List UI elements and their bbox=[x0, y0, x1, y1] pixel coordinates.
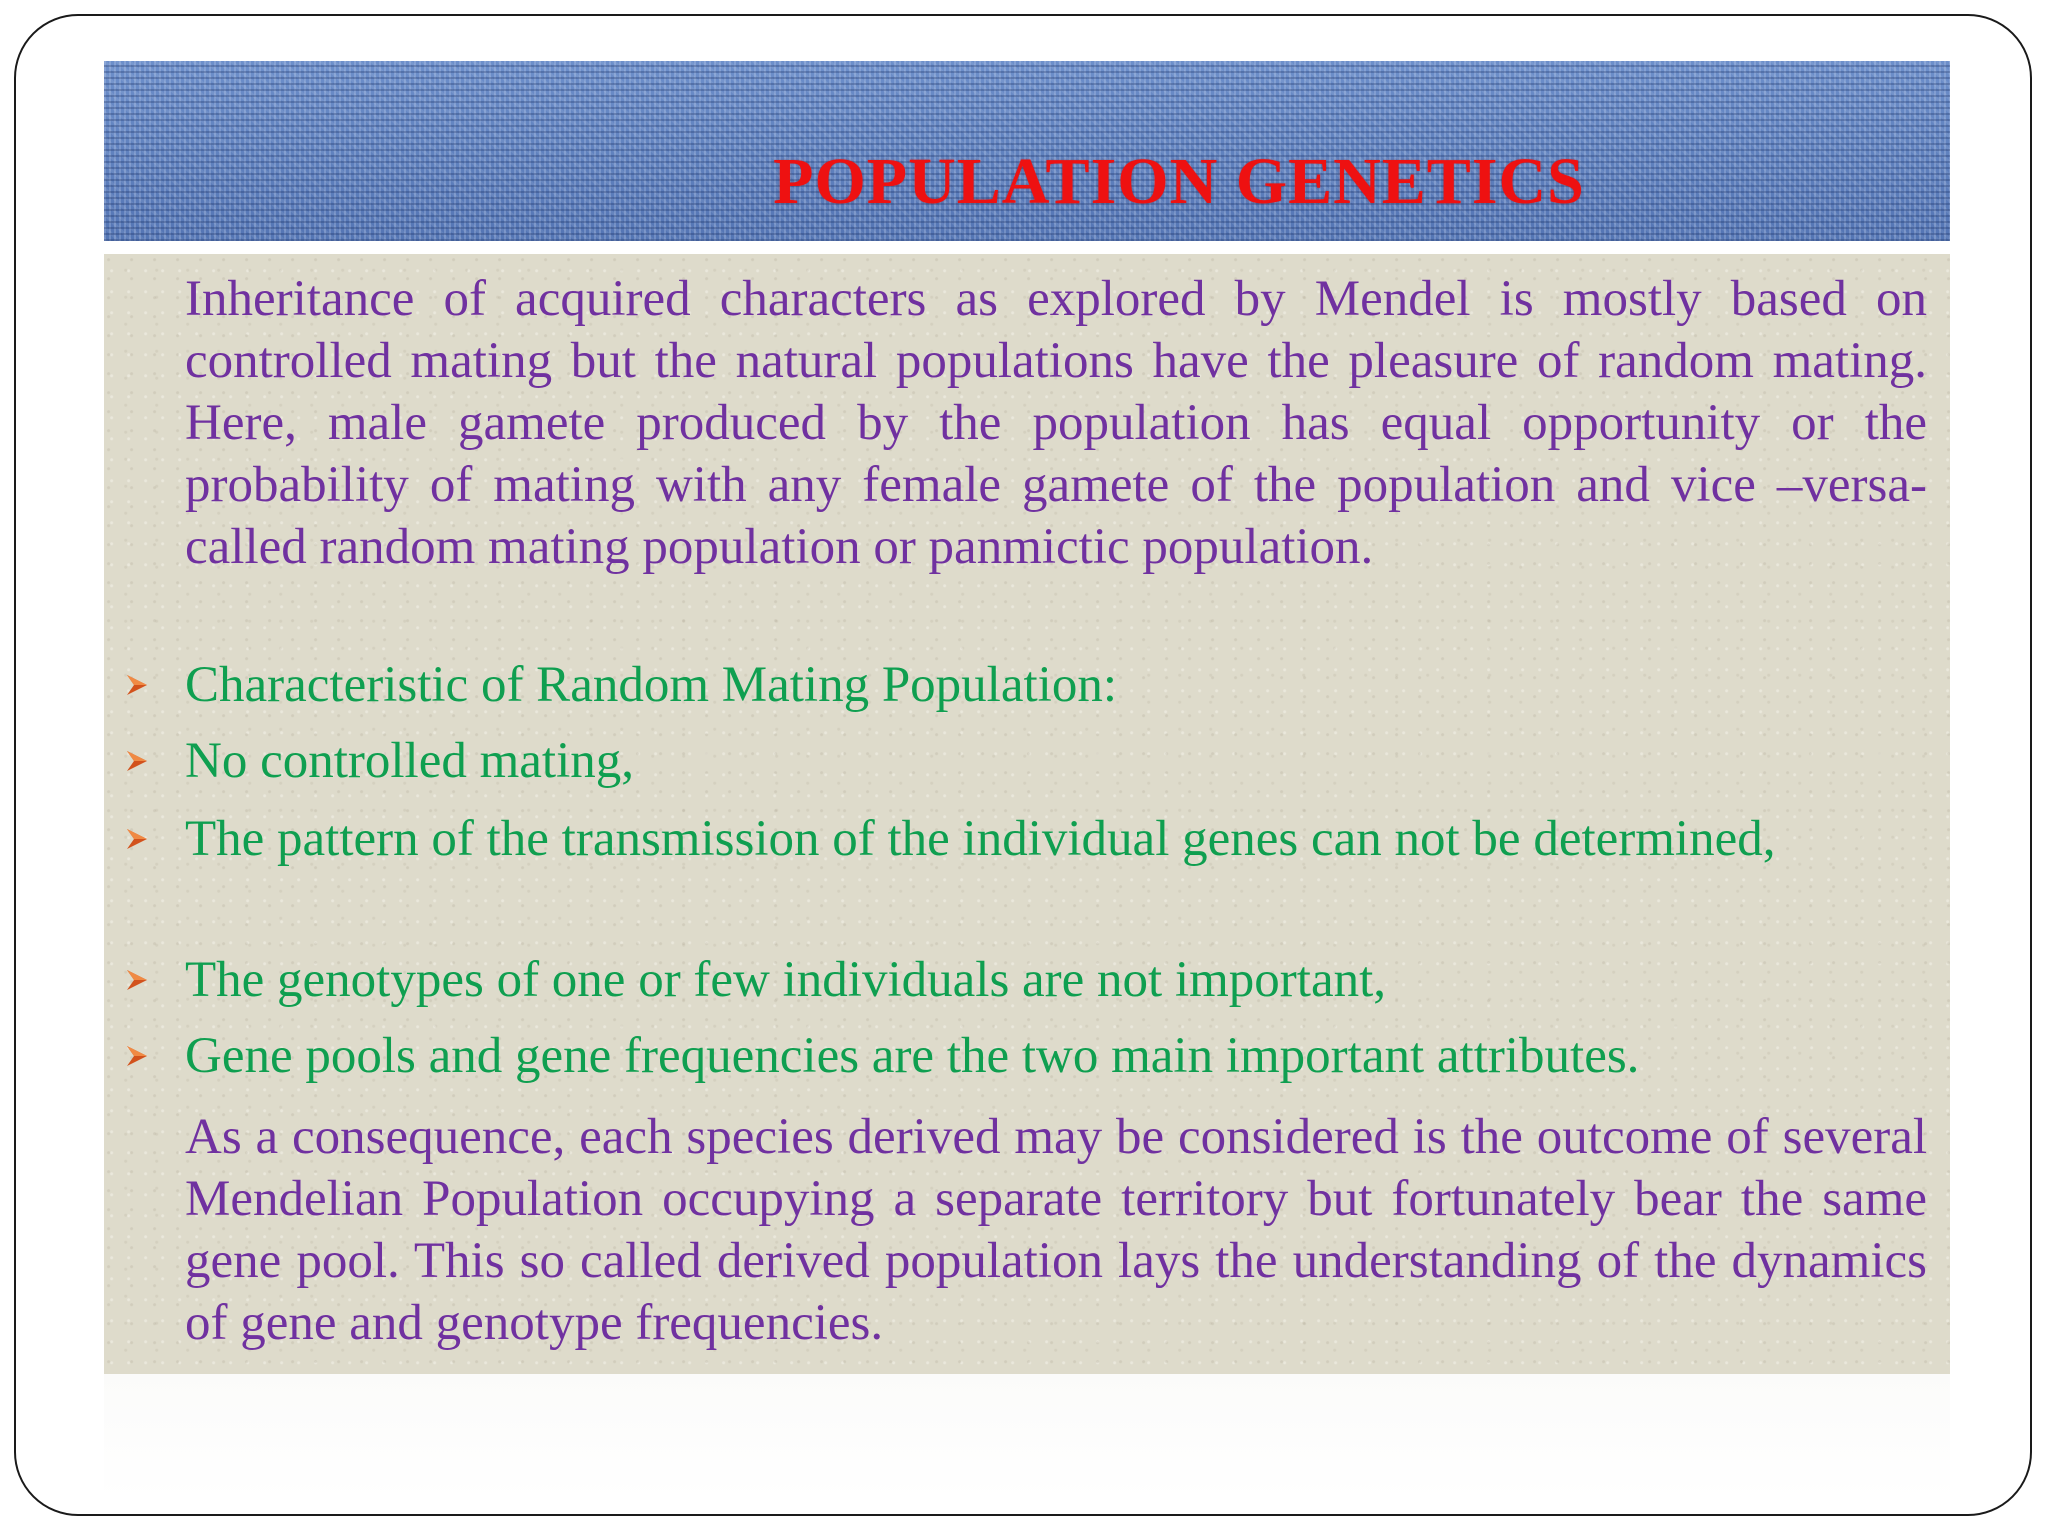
arrowhead-bullet-icon bbox=[125, 968, 149, 992]
arrowhead-bullet-icon bbox=[125, 1044, 149, 1068]
bullet-item bbox=[185, 949, 1927, 1011]
bullet-text: No controlled mating, bbox=[185, 733, 634, 789]
bullet-item bbox=[185, 654, 1927, 716]
arrowhead-bullet-icon bbox=[125, 749, 149, 773]
bottom-area bbox=[104, 1374, 1950, 1500]
intro-paragraph: Inheritance of acquired characters as explored by Mendel is mostly based on controlled mating but the natural populations have the pleasure of random mating. Here, male gamete produced by the population has equal opportunity or the probability of mating with any female gamete of the population and vice –versa-called random mating population or panmictic population. bbox=[185, 271, 1927, 575]
conclusion-paragraph: As a consequence, each species derived may be considered is the outcome of several Mendelian Population occupying a separate territory but fortunately bear the same gene pool. This so called derived population lays the understanding of the dynamics of gene and genotype frequencies. bbox=[185, 1109, 1927, 1351]
arrowhead-bullet-icon bbox=[125, 673, 149, 697]
slide-title: POPULATION GENETICS bbox=[773, 145, 1585, 218]
bullet-item bbox=[185, 1025, 1927, 1087]
bullet-item bbox=[185, 730, 1927, 792]
arrowhead-bullet-icon bbox=[125, 827, 149, 851]
bullet-item bbox=[185, 808, 1927, 870]
bullet-text: Gene pools and gene frequencies are the two main important attributes. bbox=[185, 1028, 1640, 1084]
bullet-text: Characteristic of Random Mating Population: bbox=[185, 657, 1117, 713]
bullet-text: The genotypes of one or few individuals are not important, bbox=[185, 952, 1387, 1008]
bullet-text: The pattern of the transmission of the individual genes can not be determined, bbox=[185, 811, 1776, 867]
